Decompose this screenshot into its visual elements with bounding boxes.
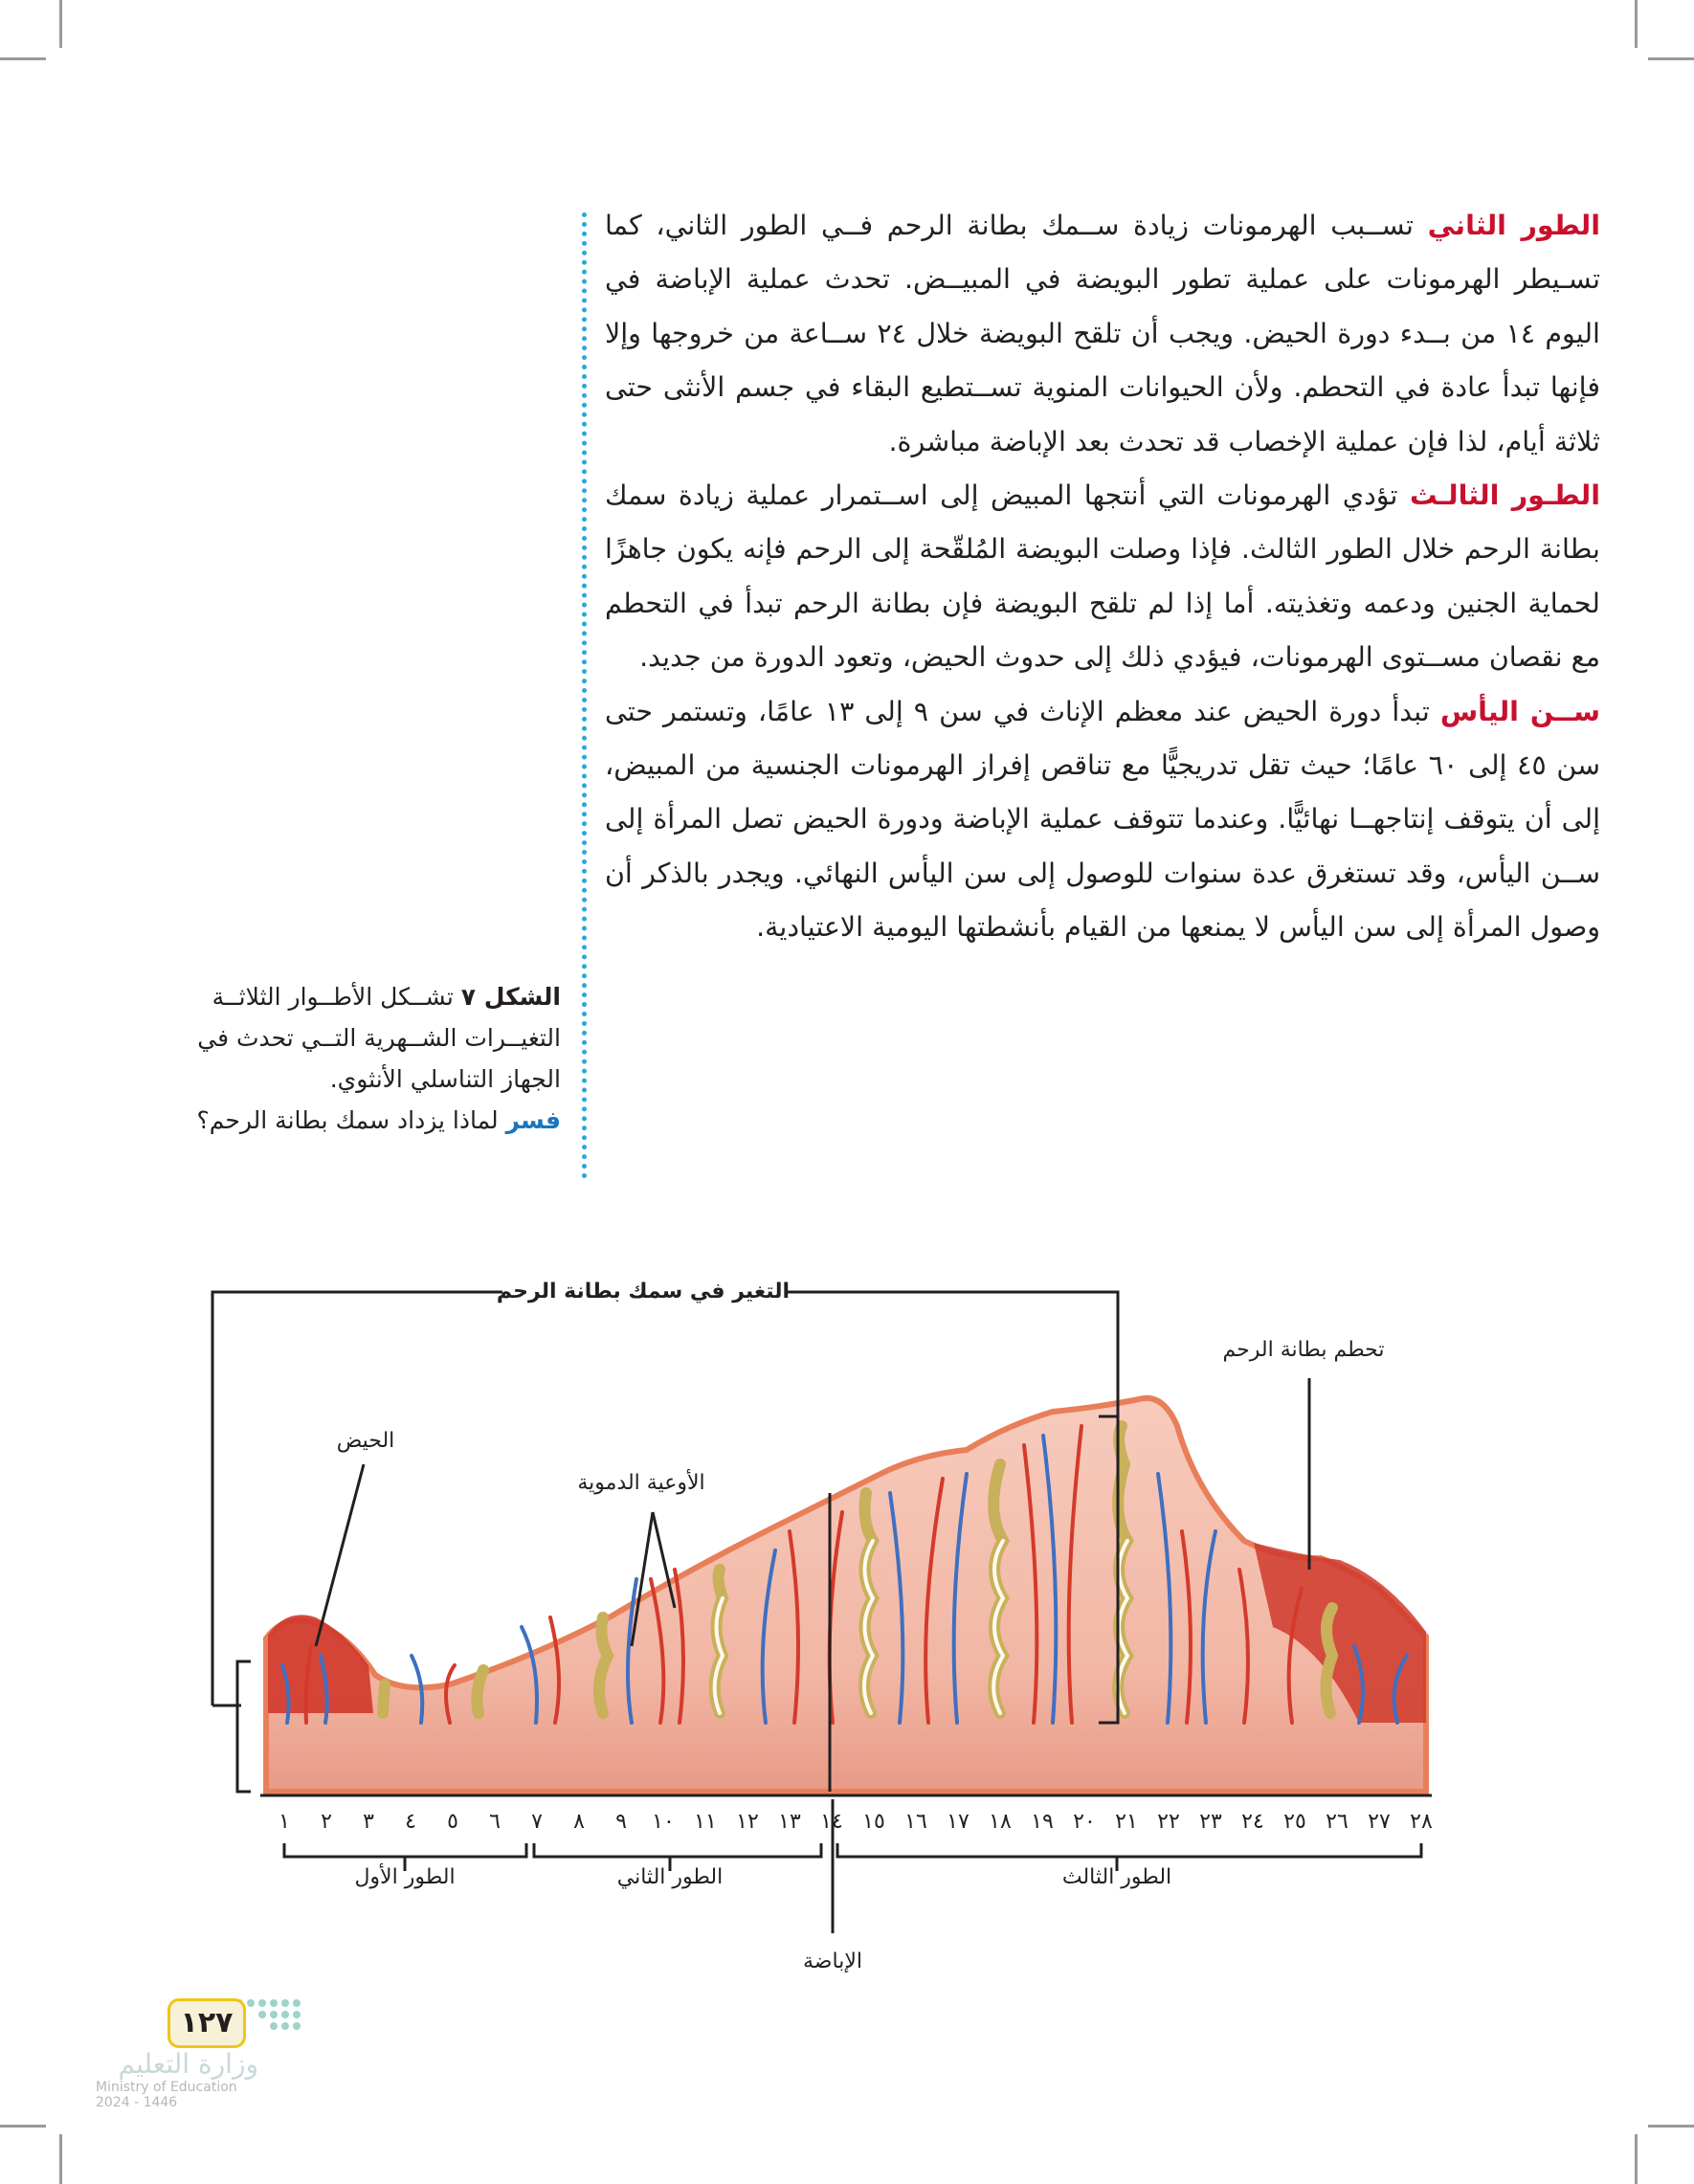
day-tick-label: ١٨ [989, 1810, 1012, 1834]
day-tick-label: ٢٨ [1410, 1810, 1433, 1834]
phase-bracket-1 [284, 1843, 526, 1857]
figure-caption: الشكل ٧ تشــكل الأطــوار الثلاثــة التغيــرات الشــهرية التــي تحدث في الجهاز التناسلي الأنثوي. فسر لماذا يزداد سمك بطانة الرحم؟ [196, 983, 561, 1134]
day-tick-label: ١٧ [947, 1810, 970, 1834]
day-tick-label: ١٣ [778, 1810, 801, 1834]
day-tick-label: ٢٢ [1157, 1810, 1180, 1834]
term-phase-two: الطور الثاني [1427, 210, 1600, 241]
question-label: فسر [505, 1106, 561, 1134]
day-tick-label: ١٤ [820, 1810, 843, 1834]
crop-mark [0, 2125, 46, 2128]
crop-mark [0, 57, 46, 60]
phase-bracket-3 [837, 1843, 1421, 1857]
term-phase-three: الطـور الثالـث [1409, 479, 1600, 512]
day-tick-label: ٢ [321, 1810, 332, 1834]
column-divider [582, 212, 587, 1179]
figure-label: الشكل ٧ [460, 983, 561, 1011]
ovulation-label: الإباضة [803, 1950, 862, 1973]
day-tick-label: ٨ [573, 1810, 585, 1834]
phase-1-label: الطور الأول [354, 1865, 456, 1889]
day-tick-label: ٢٥ [1283, 1810, 1306, 1834]
paragraph-phase-two: الطور الثاني تســبب الهرمونات زيادة ســمك بطانة الرحم فــي الطور الثاني، كما تسـيطر الهرمونات على عملية تطور البويضة في المبيــض. تحدث عملية الإباضة في اليوم ١٤ من بــدء دورة الحيض. ويجب أن تلقح البويضة خلال ٢٤ ســاعة من خروجها وإلا فإنها تبدأ عادة في التحطم. ولأن الحيوانات المنوية تســتطيع البقاء في جسم الأنثى حتى ثلاثة أيام، لذا فإن عملية الإخصاب قد تحدث بعد الإباضة مباشرة. [605, 210, 1600, 457]
day-tick-label: ٢٤ [1241, 1810, 1264, 1834]
body-text [605, 199, 1600, 955]
gland [477, 1670, 483, 1713]
day-tick-label: ٦ [489, 1810, 501, 1834]
ministry-name-en: Ministry of Education [96, 2080, 237, 2095]
ministry-logo [96, 2029, 258, 2110]
ministry-name-ar: وزارة التعليم [118, 2048, 258, 2080]
gland [1326, 1608, 1332, 1713]
day-tick-label: ٢٦ [1326, 1810, 1349, 1834]
term-menopause: ســن اليأس [1439, 695, 1600, 727]
day-tick-label: ١٥ [862, 1810, 885, 1834]
day-tick-label: ٢٠ [1073, 1810, 1096, 1834]
phase-bracket-2 [534, 1843, 821, 1857]
day-tick-label: ٤ [405, 1810, 416, 1834]
breakdown-label: تحطم بطانة الرحم [1222, 1338, 1385, 1362]
crop-mark [59, 0, 62, 48]
crop-mark [1635, 2134, 1638, 2184]
day-axis [279, 1810, 1433, 1834]
day-tick-label: ١٢ [736, 1810, 759, 1834]
endometrium-lining [266, 1398, 1426, 1792]
day-tick-label: ٩ [615, 1810, 627, 1834]
paragraph-phase-three: الطـور الثالـث تؤدي الهرمونات التي أنتجها المبيض إلى اســتمرار عملية زيادة سمك بطانة الرحم خلال الطور الثالث. فإذا وصلت البويضة المُلقّحة إلى الرحم فإنه يكون جاهزًا لحماية الجنين ودعمه وتغذيته. أما إذا لم تلقح البويضة فإن بطانة الرحم تبدأ في التحطم مع نقصان مســتوى الهرمونات، فيؤدي ذلك إلى حدوث الحيض، وتعود الدورة من جديد. [605, 479, 1600, 674]
menses-label: الحيض [336, 1429, 395, 1453]
paragraph-menopause: ســن اليأس تبدأ دورة الحيض عند معظم الإناث في سن ٩ إلى ١٣ عامًا، وتستمر حتى سن ٤٥ إلى ٦٠ عامًا؛ حيث تقل تدريجيًّا مع تناقص إفراز الهرمونات الجنسية من المبيض، إلى أن يتوقف إنتاجهــا نهائيًّا. وعندما تتوقف عملية الإباضة ودورة الحيض تصل المرأة إلى ســن اليأس، وقد تستغرق عدة سنوات للوصول إلى سن اليأس النهائي. ويجدر بالذكر أن وصول المرأة إلى سن اليأس لا يمنعها من القيام بأنشطتها اليومية الاعتيادية. [605, 695, 1600, 944]
edition-year: 2024 - 1446 [96, 2095, 178, 2110]
thickness-label: التغير في سمك بطانة الرحم [496, 1280, 791, 1304]
vessels-label: الأوعية الدموية [577, 1471, 705, 1495]
day-tick-label: ٣ [363, 1810, 374, 1834]
day-tick-label: ٥ [447, 1810, 458, 1834]
endometrium-diagram [0, 1244, 1694, 2010]
gland [383, 1684, 385, 1713]
day-tick-label: ٢١ [1115, 1810, 1138, 1834]
crop-mark [1635, 0, 1638, 48]
page-number: ١٢٧ [167, 1998, 246, 2048]
thickness-bracket [212, 1292, 502, 1705]
day-tick-label: ١٦ [904, 1810, 927, 1834]
day-tick-label: ١١ [694, 1810, 717, 1834]
crop-mark [1648, 2125, 1694, 2128]
phase-3-label: الطور الثالث [1061, 1865, 1172, 1889]
day-tick-label: ١٠ [652, 1810, 675, 1834]
day-tick-label: ١ [279, 1810, 290, 1834]
day-tick-label: ٢٣ [1199, 1810, 1222, 1834]
crop-mark [1648, 57, 1694, 60]
day-tick-label: ١٩ [1031, 1810, 1054, 1834]
phase-2-label: الطور الثاني [616, 1865, 724, 1889]
crop-mark [59, 2134, 62, 2184]
day-tick-label: ٢٧ [1368, 1810, 1391, 1834]
day-tick-label: ٧ [531, 1810, 543, 1834]
